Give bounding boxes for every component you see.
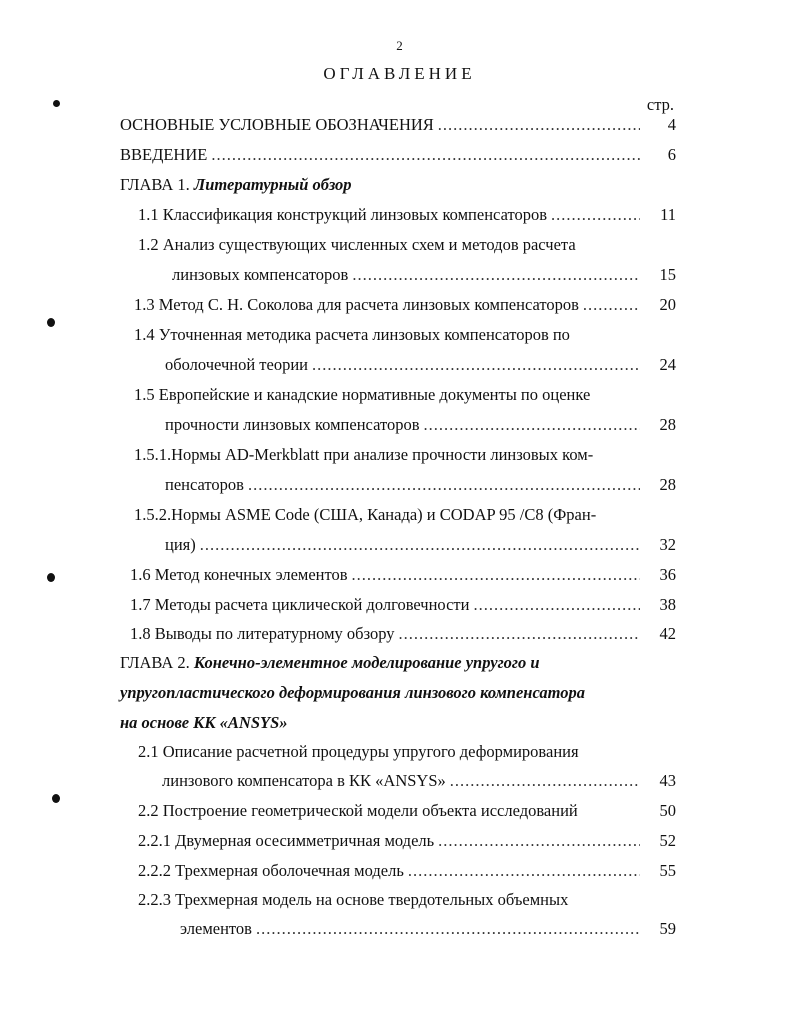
- toc-entry-1-2: [172, 265, 676, 285]
- chapter-title: Литературный обзор: [193, 175, 352, 194]
- toc-entry-page: 15: [659, 265, 676, 284]
- toc-entry-page: 52: [659, 831, 676, 850]
- toc-entry-1-5-1: [165, 475, 676, 495]
- scan-mark: [47, 318, 55, 327]
- toc-entry-text: оболочечной теории: [165, 355, 308, 374]
- toc-entry-text: 1.8 Выводы по литературному обзору: [130, 624, 395, 643]
- page-column-label: стр.: [646, 95, 674, 114]
- toc-entry-text: 2.2.2 Трехмерная оболочечная модель: [138, 861, 404, 880]
- toc-entry-page: 20: [659, 295, 676, 314]
- scan-mark: [52, 794, 60, 803]
- toc-entry-text: 2.2 Построение геометрической модели объекта исследований: [138, 801, 578, 820]
- toc-entry-1-8: [130, 624, 676, 644]
- toc-entry-2-2-3: [180, 919, 676, 939]
- leader-dots: [551, 205, 640, 225]
- chapter-title-line2: упругопластического деформирования линзового компенсатора: [120, 683, 585, 702]
- toc-entry-1-6: [130, 565, 676, 585]
- leader-dots: [211, 145, 640, 165]
- toc-entry-text: 2.2.1 Двумерная осесимметричная модель: [138, 831, 435, 850]
- leader-dots: [424, 415, 641, 435]
- toc-entry-1-5-line1: 1.5 Европейские и канадские нормативные документы по оценке: [134, 385, 591, 404]
- toc-entry-page: 6: [667, 145, 676, 164]
- toc-entry-1-4: [165, 355, 676, 375]
- toc-entry-1-7: [130, 595, 676, 615]
- leader-dots: [200, 535, 640, 555]
- toc-entry-page: 28: [659, 475, 676, 494]
- leader-dots: [583, 295, 640, 315]
- chapter-2-heading: [120, 653, 540, 673]
- toc-entry-notation: [120, 115, 676, 135]
- toc-entry-page: 28: [659, 415, 676, 434]
- toc-entry-1-4-line1: 1.4 Уточненная методика расчета линзовых компенсаторов по: [134, 325, 570, 344]
- chapter-1-heading: [120, 175, 352, 195]
- toc-entry-text: ВВЕДЕНИЕ: [120, 145, 208, 164]
- toc-entry-1-2-line1: 1.2 Анализ существующих численных схем и методов расчета: [138, 235, 576, 254]
- toc-entry-text: прочности линзовых компенсаторов: [165, 415, 420, 434]
- toc-entry-page: 59: [659, 919, 676, 938]
- toc-entry-2-1: [162, 771, 676, 791]
- leader-dots: [438, 831, 640, 851]
- toc-entry-page: 24: [659, 355, 676, 374]
- leader-dots: [256, 919, 640, 939]
- toc-entry-page: 36: [659, 565, 676, 584]
- toc-entry-1-3: [134, 295, 676, 315]
- toc-entry-text: 1.1 Классификация конструкций линзовых компенсаторов: [138, 205, 547, 224]
- toc-entry-page: 55: [659, 861, 676, 880]
- toc-entry-text: ОСНОВНЫЕ УСЛОВНЫЕ ОБОЗНАЧЕНИЯ: [120, 115, 434, 134]
- toc-entry-2-2-3-line1: 2.2.3 Трехмерная модель на основе твердотельных объемных: [138, 890, 569, 909]
- toc-entry-page: 50: [659, 801, 676, 820]
- toc-entry-text: 1.6 Метод конечных элементов: [130, 565, 348, 584]
- leader-dots: [438, 115, 640, 135]
- toc-entry-2-2: [138, 801, 676, 821]
- toc-entry-text: 1.3 Метод С. Н. Соколова для расчета линзовых компенсаторов: [134, 295, 579, 314]
- toc-entry-1-1: [138, 205, 676, 225]
- toc-entry-1-5: [165, 415, 676, 435]
- toc-entry-2-2-2: [138, 861, 676, 881]
- toc-entry-text: элементов: [180, 919, 252, 938]
- toc-entry-text: 1.7 Методы расчета циклической долговечности: [130, 595, 470, 614]
- leader-dots: [450, 771, 640, 791]
- leader-dots: [312, 355, 640, 375]
- leader-dots: [248, 475, 640, 495]
- toc-entry-page: 32: [659, 535, 676, 554]
- leader-dots: [408, 861, 640, 881]
- leader-dots: [352, 565, 640, 585]
- chapter-title-line1: Конечно-элементное моделирование упругого и: [193, 653, 540, 672]
- toc-entry-text: пенсаторов: [165, 475, 244, 494]
- toc-entry-page: 38: [659, 595, 676, 614]
- toc-entry-introduction: [120, 145, 676, 165]
- toc-entry-1-5-2: [165, 535, 676, 555]
- toc-entry-1-5-1-line1: 1.5.1.Нормы AD-Merkblatt при анализе прочности линзовых ком-: [134, 445, 594, 464]
- leader-dots: [352, 265, 640, 285]
- scan-mark: [47, 573, 55, 582]
- toc-entry-page: 4: [667, 115, 676, 134]
- chapter-prefix: ГЛАВА 1.: [120, 175, 190, 194]
- leader-dots: [473, 595, 640, 615]
- toc-entry-page: 43: [659, 771, 676, 790]
- toc-title: ОГЛАВЛЕНИЕ: [323, 64, 476, 83]
- toc-entry-page: 11: [660, 205, 676, 224]
- chapter-title-line3: на основе КК «ANSYS»: [120, 713, 288, 732]
- toc-entry-text: ция): [165, 535, 196, 554]
- toc-entry-2-1-line1: 2.1 Описание расчетной процедуры упругого деформирования: [138, 742, 579, 761]
- toc-entry-text: линзовых компенсаторов: [172, 265, 349, 284]
- scan-mark: [53, 100, 60, 107]
- chapter-prefix: ГЛАВА 2.: [120, 653, 190, 672]
- page-number: 2: [396, 38, 403, 53]
- toc-entry-1-5-2-line1: 1.5.2.Нормы ASME Code (США, Канада) и CODAP 95 /C8 (Фран-: [134, 505, 597, 524]
- leader-dots: [399, 624, 640, 644]
- toc-entry-text: линзового компенсатора в КК «ANSYS»: [162, 771, 446, 790]
- toc-entry-page: 42: [659, 624, 676, 643]
- toc-entry-2-2-1: [138, 831, 676, 851]
